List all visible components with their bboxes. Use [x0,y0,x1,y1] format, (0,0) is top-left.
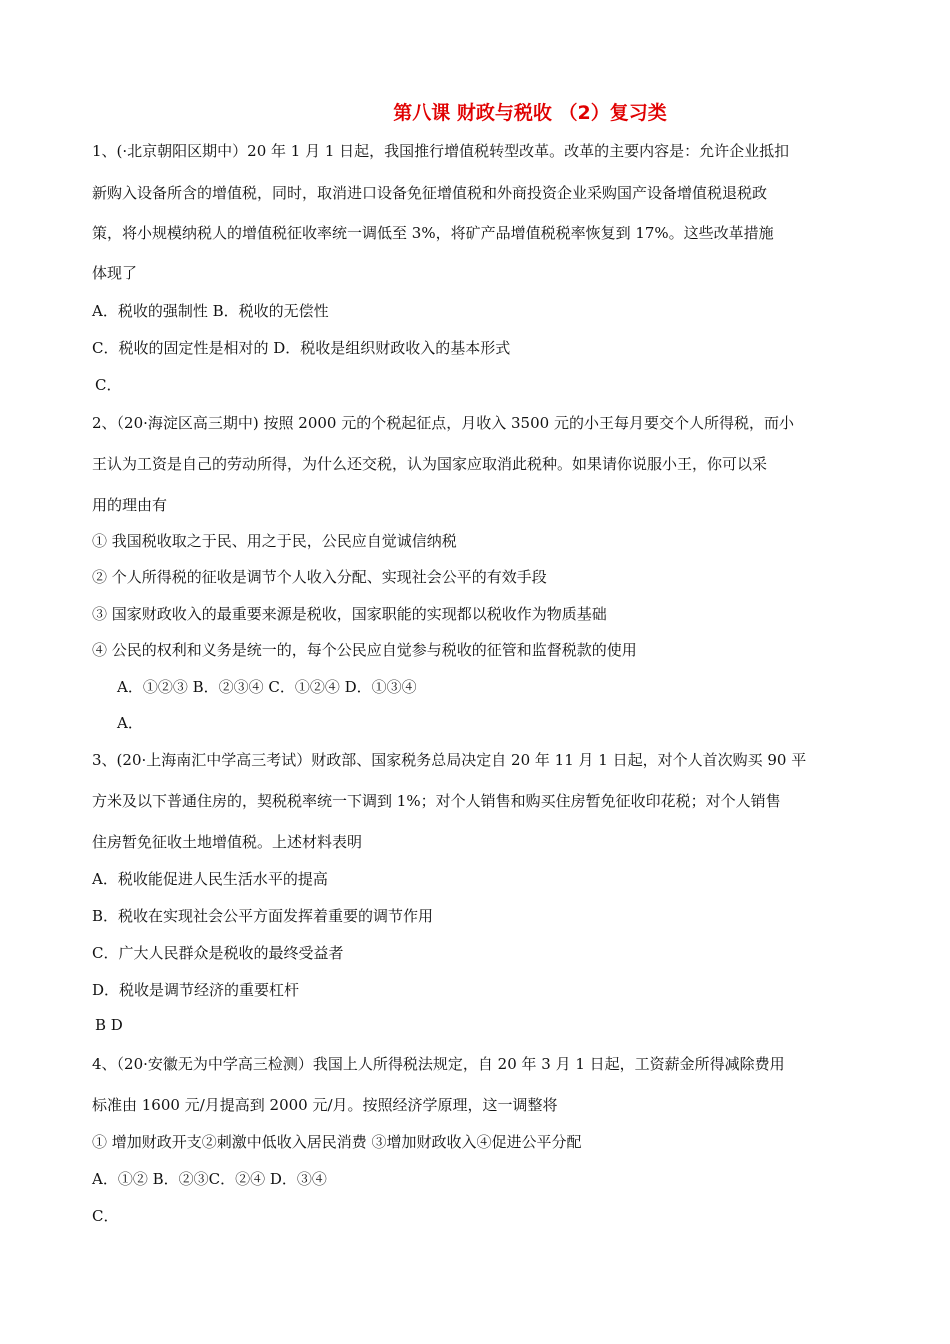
text-line: C． [95,376,122,394]
text-line: ① 我国税收取之于民、用之于民，公民应自觉诚信纳税 [92,532,457,550]
text-line: 王认为工资是自己的劳动所得，为什么还交税，认为国家应取消此税种。如果请你说服小王，你可以采 [92,455,768,473]
page-title: 第八课 财政与税收 （2）复习类 [393,102,667,124]
text-line: ④ 公民的权利和义务是统一的，每个公民应自觉参与税收的征管和监督税款的使用 [92,641,637,659]
text-line: 用的理由有 [92,496,168,514]
text-line: A．税收能促进人民生活水平的提高 [92,870,328,888]
text-line: A．税收的强制性 B．税收的无偿性 [92,302,329,320]
text-line: 标准由 1600 元/月提高到 2000 元/月。按照经济学原理，这一调整将 [92,1096,558,1114]
text-line: A．①② B．②③C．②④ D．③④ [92,1170,327,1188]
text-line: 2、（20·海淀区高三期中) 按照 2000 元的个税起征点，月收入 3500 元的小王每月要交个人所得税，而小 [92,414,794,432]
text-line: C．税收的固定性是相对的 D．税收是组织财政收入的基本形式 [92,339,511,357]
text-line: ② 个人所得税的征收是调节个人收入分配、实现社会公平的有效手段 [92,568,547,586]
text-line: D．税收是调节经济的重要杠杆 [92,981,300,999]
text-line: C． [92,1207,119,1225]
text-line: A． [117,714,143,732]
text-line: 1、(·北京朝阳区期中）20 年 1 月 1 日起，我国推行增值税转型改革。改革的主要内容是：允许企业抵扣 [92,142,790,160]
text-line: 体现了 [92,264,138,282]
text-line: 新购入设备所含的增值税，同时，取消进口设备免征增值税和外商投资企业采购国产设备增值税退税政 [92,184,768,202]
text-line: 住房暂免征收土地增值税。上述材料表明 [92,833,363,851]
text-line: 3、(20·上海南汇中学高三考试）财政部、国家税务总局决定自 20 年 11 月 1 日起，对个人首次购买 90 平 [92,751,807,769]
text-line: 策，将小规模纳税人的增值税征收率统一调低至 3%，将矿产品增值税税率恢复到 17%。这些改革措施 [92,224,774,242]
text-line: B D [95,1016,123,1034]
text-line: C．广大人民群众是税收的最终受益者 [92,944,344,962]
text-line: A．①②③ B．②③④ C．①②④ D．①③④ [117,678,417,696]
text-line: B．税收在实现社会公平方面发挥着重要的调节作用 [92,907,434,925]
text-line: ① 增加财政开支②刺激中低收入居民消费 ③增加财政收入④促进公平分配 [92,1133,582,1151]
text-line: 4、（20·安徽无为中学高三检测）我国上人所得税法规定，自 20 年 3 月 1 日起，工资薪金所得减除费用 [92,1055,785,1073]
text-line: ③ 国家财政收入的最重要来源是税收，国家职能的实现都以税收作为物质基础 [92,605,607,623]
text-line: 方米及以下普通住房的，契税税率统一下调到 1%；对个人销售和购买住房暂免征收印花税；对个人销售 [92,792,781,810]
